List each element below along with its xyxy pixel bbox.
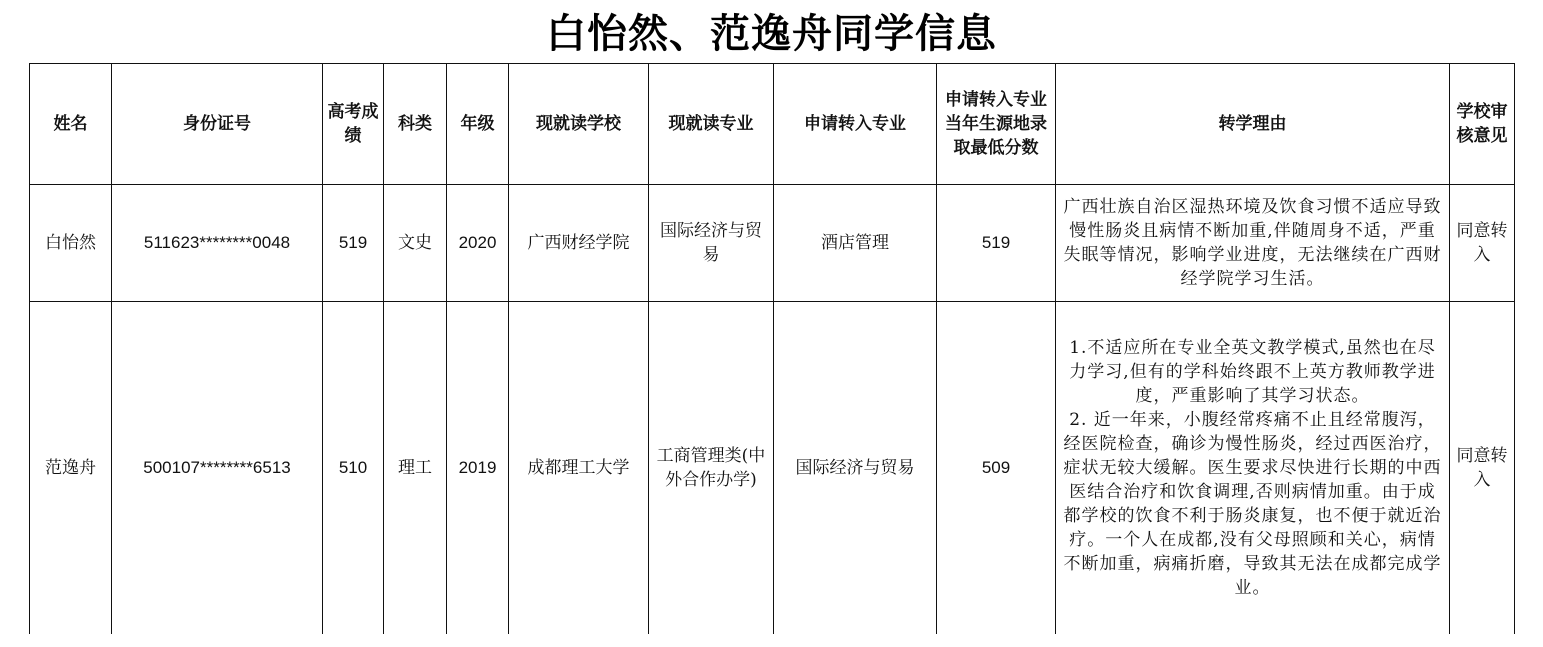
- header-subject-type: 科类: [384, 64, 447, 185]
- table-row: [30, 302, 1515, 635]
- cell-gaokao-score: 510: [323, 302, 384, 635]
- header-school-opinion: 学校审核意见: [1450, 64, 1515, 185]
- cell-current-school: 广西财经学院: [509, 185, 649, 302]
- reason-paragraph: 1.不适应所在专业全英文教学模式,虽然也在尽力学习,但有的学科始终跟不上英方教师教学进度，严重影响了其学习状态。: [1069, 338, 1436, 406]
- cell-name: 范逸舟: [30, 302, 112, 635]
- cell-id-number: 511623********0048: [112, 185, 323, 302]
- reason-paragraph: 2. 近一年来，小腹经常疼痛不止且经常腹泻，经医院检查，确诊为慢性肠炎，经过西医治疗，症状无较大缓解。医生要求尽快进行长期的中西医结合治疗和饮食调理,否则病情加重。由于成都学校的饮食不利于肠炎康复，也不便于就近治疗。一个人在成都,没有父母照顾和关心，病情不断加重，病痛折磨，导致其无法在成都完成学业。: [1063, 410, 1442, 598]
- header-row: [30, 64, 1515, 185]
- cell-target-major: 酒店管理: [774, 185, 937, 302]
- cell-current-school: 成都理工大学: [509, 302, 649, 635]
- cell-target-min-score: 509: [937, 302, 1056, 635]
- header-reason: 转学理由: [1056, 64, 1450, 185]
- cell-current-major: 工商管理类(中外合作办学): [649, 302, 774, 635]
- header-id-number: 身份证号: [112, 64, 323, 185]
- cell-reason: [1056, 302, 1450, 635]
- cell-grade: 2019: [447, 302, 509, 635]
- cell-subject-type: 文史: [384, 185, 447, 302]
- header-target-major: 申请转入专业: [774, 64, 937, 185]
- cell-school-opinion: 同意转入: [1450, 302, 1515, 635]
- cell-reason: [1056, 185, 1450, 302]
- cell-subject-type: 理工: [384, 302, 447, 635]
- cell-current-major: 国际经济与贸易: [649, 185, 774, 302]
- header-grade: 年级: [447, 64, 509, 185]
- reason-paragraph: 广西壮族自治区湿热环境及饮食习惯不适应导致慢性肠炎且病情不断加重,伴随周身不适，严重失眠等情况，影响学业进度，无法继续在广西财经学院学习生活。: [1063, 197, 1442, 289]
- document-title: 白怡然、范逸舟同学信息: [546, 11, 997, 57]
- table-row: [30, 185, 1515, 302]
- header-name: 姓名: [30, 64, 112, 185]
- cell-id-number: 500107********6513: [112, 302, 323, 635]
- cell-gaokao-score: 519: [323, 185, 384, 302]
- header-current-major: 现就读专业: [649, 64, 774, 185]
- header-target-min-score: 申请转入专业当年生源地录取最低分数: [937, 64, 1056, 185]
- cell-grade: 2020: [447, 185, 509, 302]
- cell-target-min-score: 519: [937, 185, 1056, 302]
- student-info-table: [29, 63, 1515, 634]
- cell-school-opinion: 同意转入: [1450, 185, 1515, 302]
- header-gaokao-score: 高考成绩: [323, 64, 384, 185]
- cell-name: 白怡然: [30, 185, 112, 302]
- header-current-school: 现就读学校: [509, 64, 649, 185]
- cell-target-major: 国际经济与贸易: [774, 302, 937, 635]
